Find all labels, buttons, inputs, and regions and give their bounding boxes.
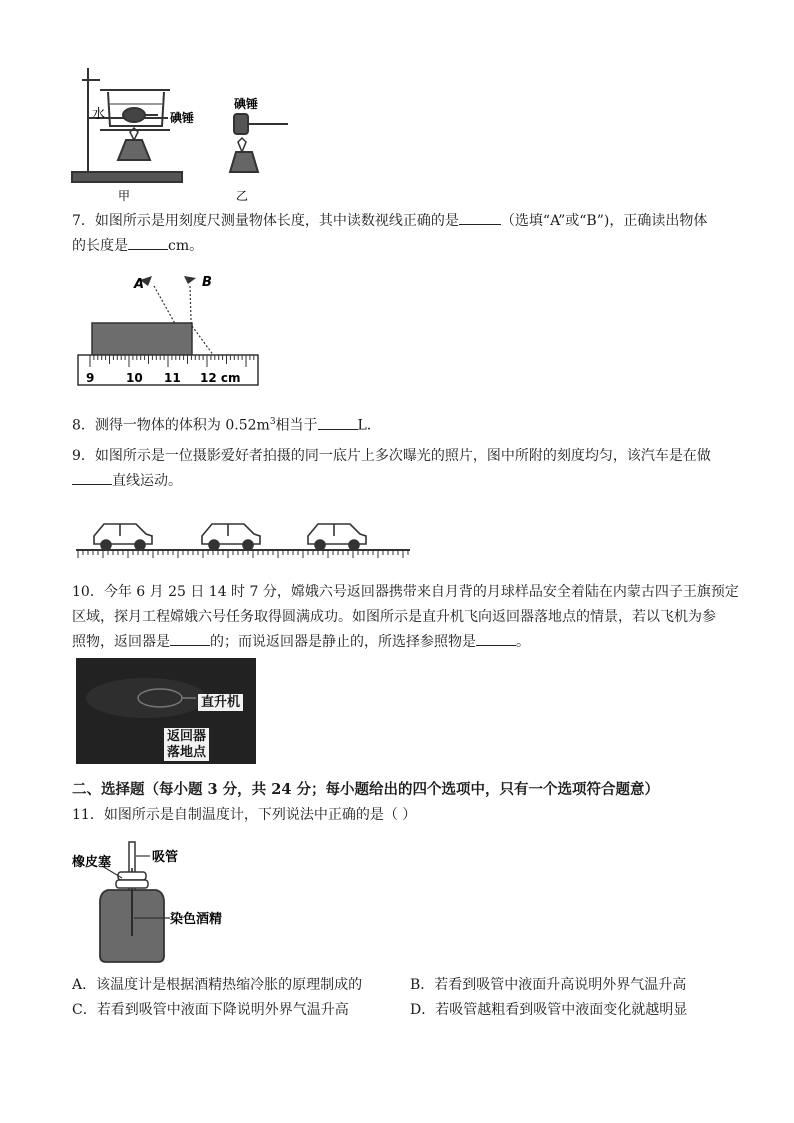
car-scale-ticks [78,550,408,558]
label-dyed-alcohol: 染色酒精 [170,912,223,927]
q11-option-d[interactable]: D．若吸管越粗看到吸管中液面变化就越明显 [410,1002,688,1018]
q10-text-c: 照物，返回器是 [72,634,170,650]
q7-text-d: cm。 [168,238,204,254]
q9-blank[interactable] [72,470,112,485]
q11-option-c[interactable]: C．若看到吸管中液面下降说明外界气温升高 [72,1002,349,1018]
figure-iodine-hammer [70,60,310,206]
car-3 [308,524,366,550]
label-iodine-hammer-1: 碘锤 [170,111,195,125]
q7-blank-1[interactable] [459,210,501,225]
ruler-tick-label-12cm: 12 cm [200,371,241,385]
q9-text-b: 直线运动。 [112,473,182,489]
label-landing-2: 落地点 [164,744,209,761]
ruler-svg [74,266,264,392]
question-8 [72,411,381,437]
figure-thermometer [72,838,262,968]
question-9-line-2 [72,470,182,492]
thermometer-svg [72,838,262,968]
question-10-line-2: 区域，探月工程嫦娥六号任务取得圆满成功。如图所示是直升机飞向返回器落地点的情景，若以飞机为参 [72,609,716,625]
question-10-line-3 [72,631,530,653]
q7-blank-2[interactable] [128,235,168,250]
question-11-stem: 11．如图所示是自制温度计，下列说法中正确的是（ ） [72,807,417,823]
car-2 [202,524,260,550]
q11-option-a[interactable]: A．该温度计是根据酒精热缩冷胀的原理制成的 [72,977,363,993]
label-stopper: 橡皮塞 [72,855,112,870]
figure-car-multiple-exposure [74,508,414,560]
ruler-tick-label-9: 9 [86,371,95,385]
q8-text-a: 8．测得一物体的体积为 0.52m [72,417,270,434]
question-7-line-2 [72,235,203,257]
question-10-line-1: 10．今年 6 月 25 日 14 时 7 分，嫦娥六号返回器携带来自月背的月球样品安全着陆在内蒙古四子王旗预定 [72,584,739,600]
figure-helicopter-photo [76,658,256,764]
label-straw: 吸管 [152,850,179,865]
label-water: 水 [92,107,106,122]
figure-ruler [74,266,264,392]
q10-text-d: 的；而说返回器是静止的，所选择参照物是 [210,634,476,650]
ruler-tick-label-11: 11 [164,371,181,385]
question-9-line-1: 9．如图所示是一位摄影爱好者拍摄的同一底片上多次曝光的照片，图中所附的刻度均匀，该汽车是在做 [72,448,711,464]
label-jia: 甲 [118,189,131,203]
car-exposure-svg [74,508,414,560]
q8-sup: 3 [269,417,276,427]
q7-text-c: 的长度是 [72,238,128,254]
q8-text-c: L． [357,417,381,434]
q7-text-a: 7．如图所示是用刻度尺测量物体长度，其中读数视线正确的是 [72,213,459,229]
label-yi: 乙 [236,189,249,203]
section-2-title: 二、选择题（每小题 3 分，共 24 分；每小题给出的四个选项中，只有一个选项符合题意） [72,781,659,798]
q8-blank[interactable] [318,415,358,430]
car-1 [94,524,152,550]
label-sightline-a: A [134,277,145,292]
label-iodine-hammer-2: 碘锤 [234,97,259,111]
q10-blank-1[interactable] [170,631,210,646]
q10-blank-2[interactable] [476,631,516,646]
q7-text-b: （选填“A”或“B”)，正确读出物体 [500,213,708,229]
label-landing-1: 返回器 [164,728,209,745]
iodine-hammer-svg [70,60,310,206]
label-helicopter: 直升机 [198,694,243,711]
q8-text-b: 相当于 [275,417,318,434]
question-7-line-1 [72,210,707,232]
ruler-tick-label-10: 10 [126,371,143,385]
q10-text-e: 。 [516,634,530,650]
label-sightline-b: B [202,275,212,290]
q11-option-b[interactable]: B．若看到吸管中液面升高说明外界气温升高 [410,977,687,993]
